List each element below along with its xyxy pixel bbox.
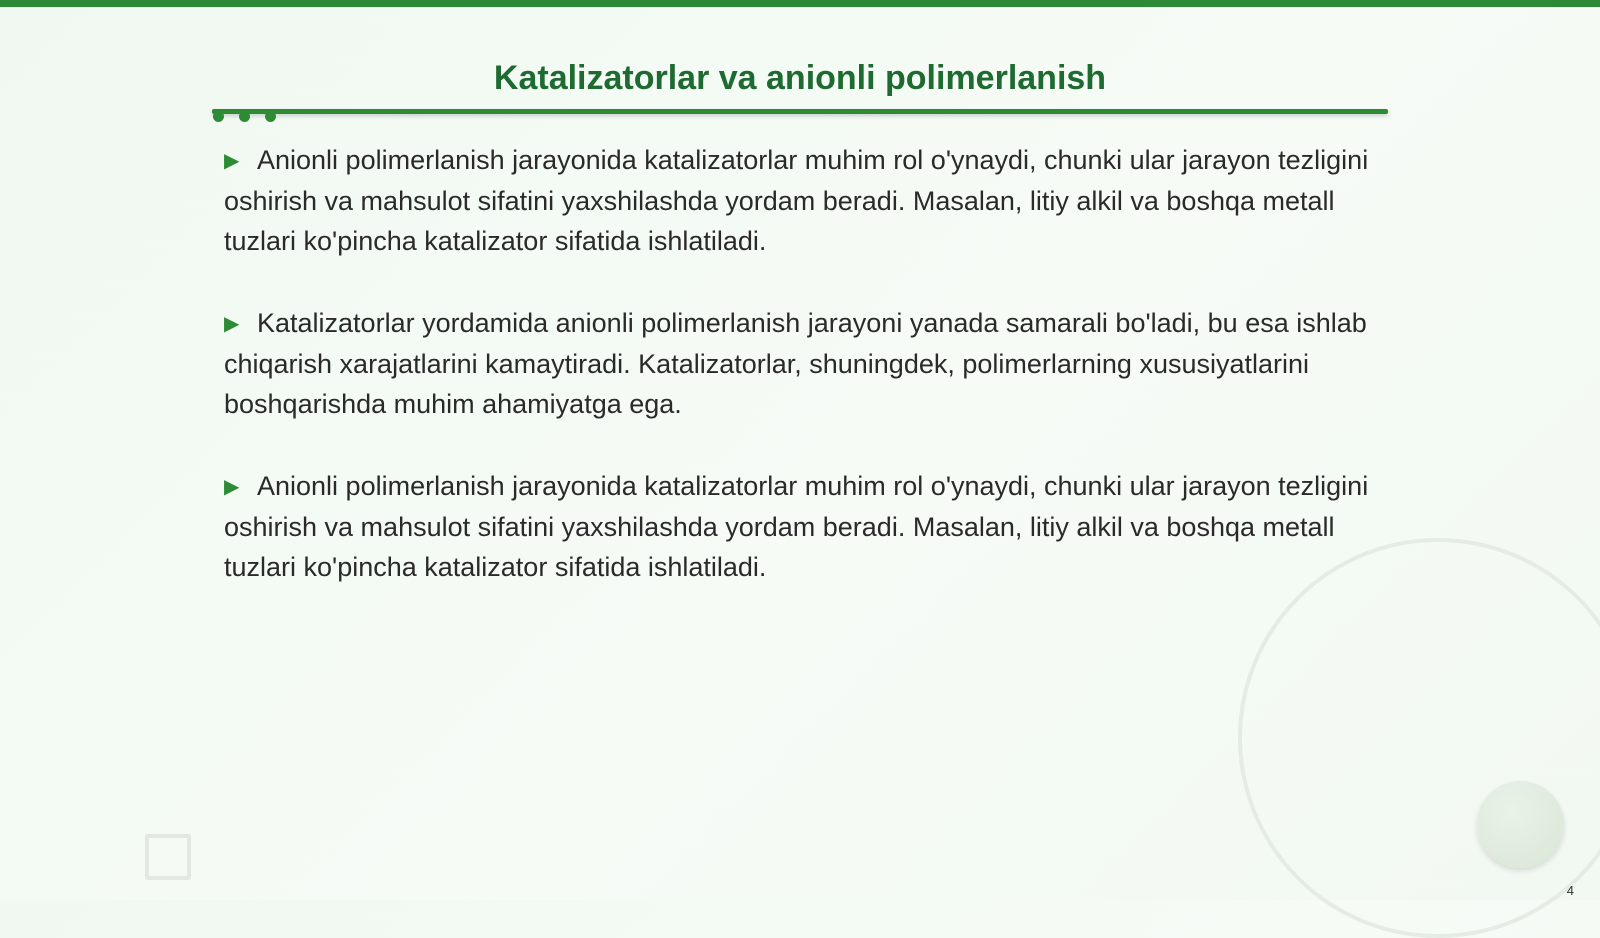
triangle-bullet-icon: ▶	[224, 313, 240, 335]
rule-dot-2	[239, 111, 250, 122]
bullet-text-1: Anionli polimerlanish jarayonida katalizatorlar muhim rol o'ynaydi, chunki ular jarayon tezligini oshirish va mahsulot sifatini yaxshilashda yordam beradi. Masalan, litiy alkil va boshqa metall tuzlari ko'pincha katalizator sifatida ishlatiladi.	[224, 145, 1369, 256]
bullet-text-3: Anionli polimerlanish jarayonida katalizatorlar muhim rol o'ynaydi, chunki ular jarayon tezligini oshirish va mahsulot sifatini yaxshilashda yordam beradi. Masalan, litiy alkil va boshqa metall tuzlari ko'pincha katalizator sifatida ishlatiladi.	[224, 471, 1369, 582]
page-number: 4	[1566, 883, 1574, 898]
bullet-item-2	[224, 303, 1384, 424]
rule-dot-3	[265, 111, 276, 122]
triangle-bullet-icon: ▶	[224, 150, 240, 172]
bullet-item-3	[224, 466, 1384, 587]
top-accent-bar	[0, 0, 1600, 7]
decorative-square	[145, 834, 191, 880]
rule-dot-1	[213, 111, 224, 122]
slide-title: Katalizatorlar va anionli polimerlanish	[493, 59, 1107, 97]
bullet-item-1	[224, 140, 1384, 261]
bullet-list	[224, 140, 1384, 629]
decorative-disc	[1477, 781, 1564, 868]
bullet-text-2: Katalizatorlar yordamida anionli polimerlanish jarayoni yanada samarali bo'ladi, bu esa ishlab chiqarish xarajatlarini kamaytiradi. Katalizatorlar, shuningdek, polimerlarning xususiyatlarini boshqarishda muhim ahamiyatga ega.	[224, 308, 1367, 419]
triangle-bullet-icon: ▶	[224, 476, 240, 498]
title-underline	[212, 109, 1388, 114]
